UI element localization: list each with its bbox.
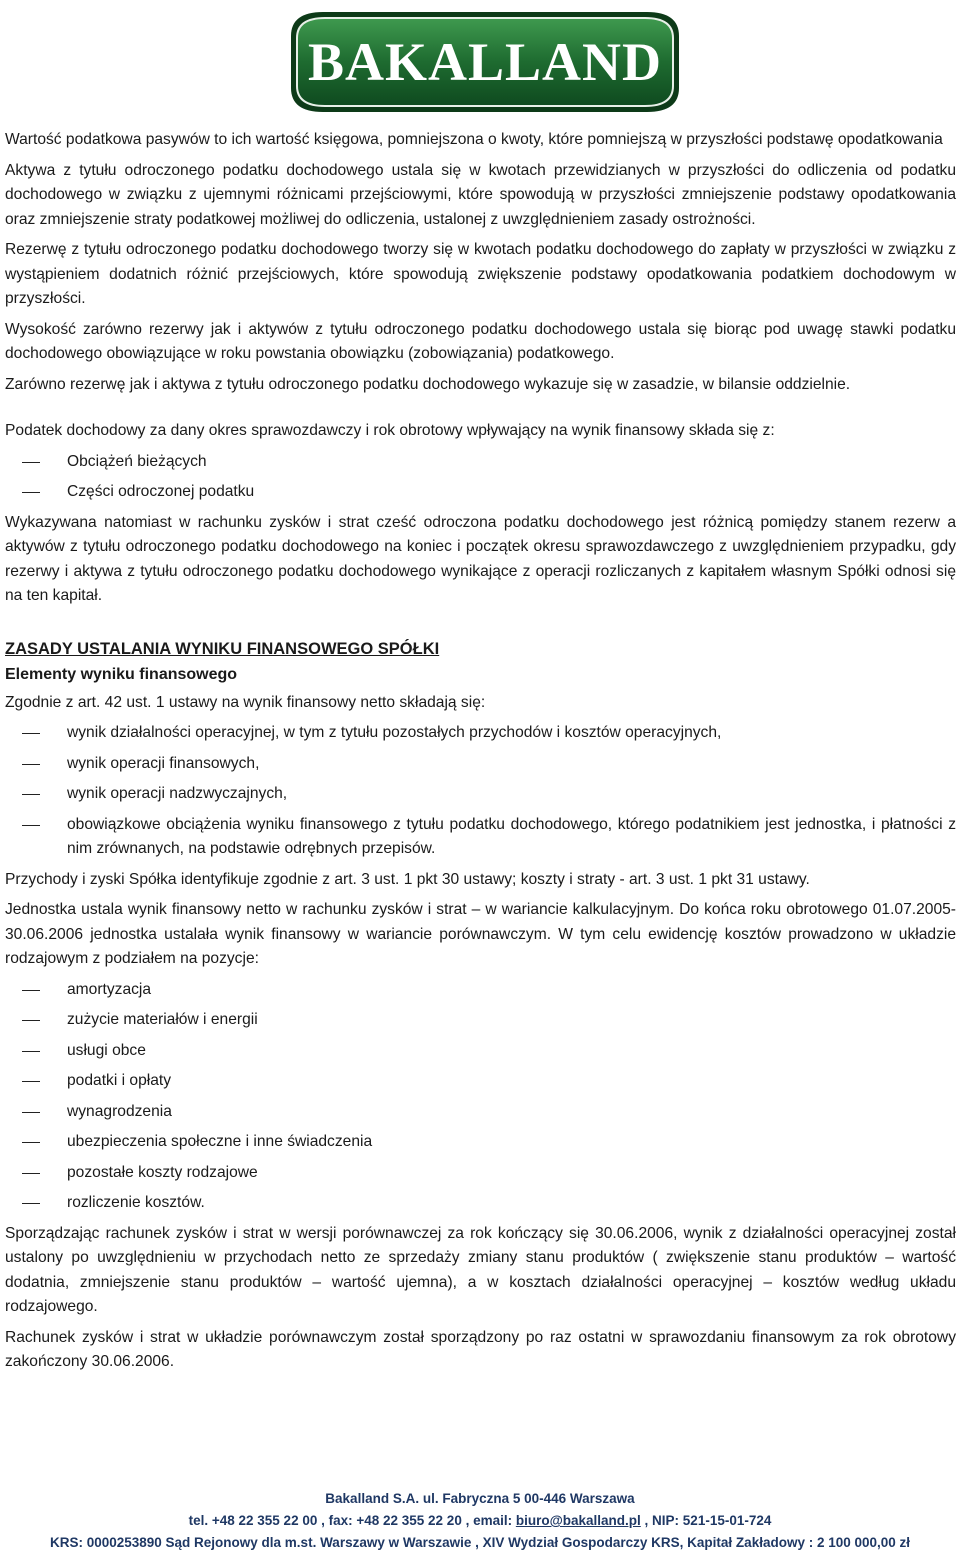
list-item [5,480,956,505]
paragraph: Przychody i zyski Spółka identyfikuje zgodnie z art. 3 ust. 1 pkt 30 ustawy; koszty i straty - art. 3 ust. 1 pkt 31 ustawy. [5,870,810,888]
document-body [5,128,956,1381]
dash-icon [22,462,40,463]
list-item-text: zużycie materiałów i energii [67,1011,258,1028]
list-item-text: ubezpieczenia społeczne i inne świadczenia [67,1133,373,1150]
list-item [5,813,956,862]
list-item-text: wynik działalności operacyjnej, w tym z tytułu pozostałych przychodów i kosztów operacyjnych, [67,724,722,741]
paragraph: Rachunek zysków i strat w układzie porównawczym został sporządzony po raz ostatni w sprawozdaniu finansowym za rok obrotowy zakończony 30.06.2006. [5,1328,956,1370]
list-item [5,752,956,777]
paragraph: Podatek dochodowy za dany okres sprawozdawczy i rok obrotowy wpływający na wynik finansowy składa się z: [5,422,775,439]
bakalland-logo [283,6,687,118]
dash-icon [22,1173,40,1174]
dash-icon [22,1203,40,1204]
dash-icon [22,764,40,765]
paragraph: Sporządzając rachunek zysków i strat w wersji porównawczej za rok kończący się 30.06.2006, wynik z działalności operacyjnej został ustalony po uwzględnieniu w przychodach netto ze sprzedaży zmiany stanu produktów ( zwiększenie stanu produktów – wartość dodatnia, zmniejszenie stanu produktów – wartość ujemna), a w kosztach działalności operacyjnej – kosztów według układu rodzajowego. [5,1224,956,1315]
dash-icon [22,1051,40,1052]
list-item [5,1130,956,1155]
dash-icon [22,492,40,493]
list-item-text: rozliczenie kosztów. [67,1194,205,1211]
list-item-text: Obciążeń bieżących [67,452,207,470]
list-item-text: amortyzacja [67,980,152,998]
section-subtitle: Elementy wyniku finansowego [5,665,238,683]
section-title: ZASADY USTALANIA WYNIKU FINANSOWEGO SPÓŁKI [5,639,440,658]
list-item [5,721,956,746]
paragraph: Wykazywana natomiast w rachunku zysków i strat cześć odroczona podatku dochodowego jest różnicą pomiędzy stanem rezerw a aktywów z tytułu odroczonego podatku dochodowego na koniec i początek okresu sprawozdawczego z uwzględnieniem przypadku, gdy rezerwy i aktywa z tytułu odroczonego podatku dochodowego wynikające z operacji rozliczanych z kapitałem własnym Spółki odnosi się na ten kapitał. [5,513,956,604]
list-item-text: obowiązkowe obciążenia wyniku finansowego z tytułu podatku dochodowego, którego podatnikiem jest jednostka, i płatności z nim zrównanych, na podstawie odrębnych przepisów. [67,815,956,857]
list-item [5,782,956,807]
financial-result-list [5,721,956,862]
list-item [5,1161,956,1186]
list-item [5,450,956,475]
cost-categories-list [5,978,956,1216]
list-item-text: usługi obce [67,1041,146,1059]
list-item [5,1008,956,1033]
dash-icon [22,1020,40,1021]
dash-icon [22,1081,40,1082]
logo-text: BAKALLAND [307,32,663,92]
dash-icon [22,1142,40,1143]
paragraph: Wartość podatkowa pasywów to ich wartość księgowa, pomniejszona o kwoty, które pomniejszą w przyszłości podstawę opodatkowania [5,131,943,148]
email-link[interactable]: biuro@bakalland.pl [515,1513,641,1528]
paragraph: Aktywa z tytułu odroczonego podatku dochodowego ustala się w kwotach przewidzianych w przyszłości do odliczenia od podatku dochodowego w związku z ujemnymi różnicami przejściowymi, które spowodują w przyszłości zmniejszenie podstawy opodatkowania oraz zmniejszenie straty podatkowej możliwej do odliczenia, ustalonej z uwzględnieniem zasady ostrożności. [5,161,956,228]
list-item-text: Części odroczonej podatku [67,483,255,500]
paragraph: Zgodnie z art. 42 ust. 1 ustawy na wynik finansowy netto składają się: [5,693,486,711]
dash-icon [22,1112,40,1113]
page-footer [0,1488,960,1550]
list-item-text: podatki i opłaty [67,1072,172,1089]
list-item [5,1069,956,1094]
dash-icon [22,825,40,826]
tax-components-list [5,450,956,505]
list-item [5,1039,956,1064]
dash-icon [22,990,40,991]
paragraph: Wysokość zarówno rezerwy jak i aktywów z tytułu odroczonego podatku dochodowego ustala się biorąc pod uwagę stawki podatku dochodowego obowiązujące w roku powstania obowiązku (zobowiązania) podatkowego. [5,320,956,362]
list-item-text: wynik operacji finansowych, [67,754,260,772]
logo-graphic [283,6,687,118]
footer-phone-fax: tel. +48 22 355 22 00 , fax: +48 22 355 22 20 , email: [188,1513,516,1528]
list-item-text: wynagrodzenia [67,1102,172,1120]
dash-icon [22,794,40,795]
list-item [5,1191,956,1216]
footer-contact [0,1510,960,1532]
list-item [5,1100,956,1125]
footer-registration: KRS: 0000253890 Sąd Rejonowy dla m.st. Warszawy w Warszawie , XIV Wydział Gospodarczy KRS, Kapitał Zakładowy : 2 100 000,00 zł [49,1535,911,1550]
list-item-text: wynik operacji nadzwyczajnych, [67,785,288,802]
dash-icon [22,733,40,734]
list-item-text: pozostałe koszty rodzajowe [67,1163,258,1181]
list-item [5,978,956,1003]
paragraph: Rezerwę z tytułu odroczonego podatku dochodowego tworzy się w kwotach podatku dochodowego do zapłaty w przyszłości w związku z wystąpieniem dodatnich różnić przejściowych, które spowodują zwiększenie podstawy opodatkowania podatkiem dochodowym w przyszłości. [5,241,956,307]
footer-nip: , NIP: 521-15-01-724 [640,1513,772,1528]
paragraph: Zarówno rezerwę jak i aktywa z tytułu odroczonego podatku dochodowego wykazuje się w zasadzie, w bilansie oddzielnie. [5,375,851,393]
footer-address: Bakalland S.A. ul. Fabryczna 5 00-446 Warszawa [325,1491,635,1506]
paragraph: Jednostka ustala wynik finansowy netto w rachunku zysków i strat – w wariancie kalkulacyjnym. Do końca roku obrotowego 01.07.2005-30.06.2006 jednostka ustalała wynik finansowy w wariancie porównawczym. W tym celu ewidencję kosztów prowadzono w układzie rodzajowym z podziałem na pozycje: [5,901,956,967]
